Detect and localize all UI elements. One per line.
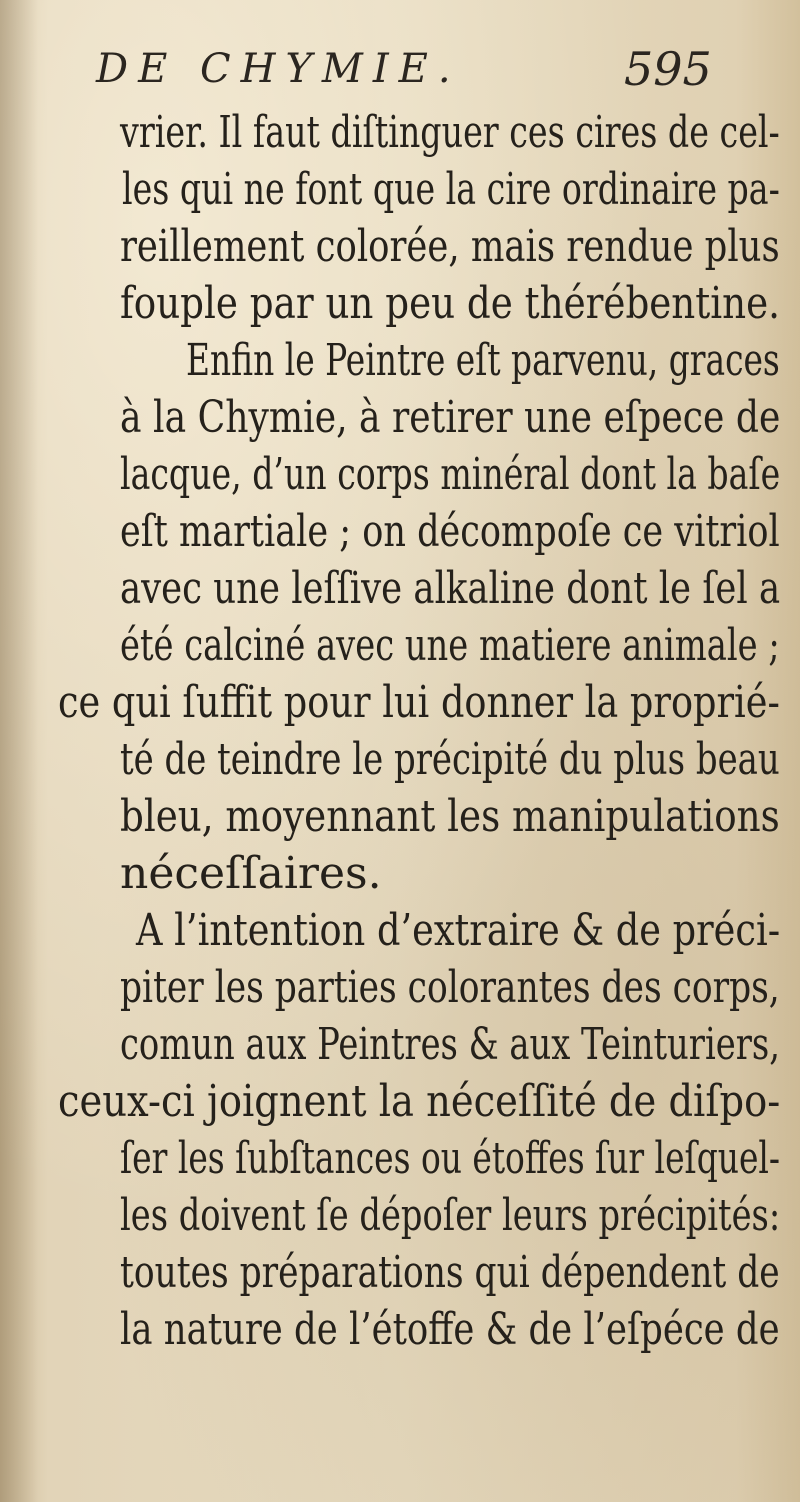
running-head: DE CHYMIE.: [96, 46, 461, 92]
text-line-20: les doivent ſe dépoſer leurs précipités:: [120, 1190, 781, 1241]
page-header: [0, 40, 800, 104]
text-line-2: les qui ne font que la cire ordinaire pa-: [122, 164, 780, 215]
text-line-3: reillement colorée, mais rendue plus: [120, 221, 780, 272]
text-line-16: piter les parties colorantes des corps,: [120, 962, 780, 1013]
text-line-21: toutes préparations qui dépendent de: [120, 1247, 780, 1298]
text-line-4: fouple par un peu de thérébentine.: [120, 278, 781, 329]
text-line-18: ceux-ci joignent la néceſſité de diſpo-: [58, 1076, 781, 1127]
text-line-22: la nature de l’étoffe & de l’eſpéce de: [120, 1304, 780, 1355]
text-line-12: té de teindre le précipité du plus beau: [120, 734, 780, 785]
text-line-15: A l’intention d’extraire & de préci-: [136, 905, 781, 956]
text-line-9: avec une leſſive alkaline dont le ſel a: [120, 563, 781, 614]
text-line-5: Enfin le Peintre eſt parvenu, graces: [186, 335, 780, 386]
text-line-8: eſt martiale ; on décompoſe ce vitriol: [120, 506, 780, 557]
text-line-13: bleu, moyennant les manipulations: [120, 791, 780, 842]
text-line-1: vrier. Il faut diſtinguer ces cires de cel-: [120, 107, 780, 158]
text-line-11: ce qui ſuffit pour lui donner la proprié-: [58, 677, 780, 728]
text-line-14: néceſſaires.: [120, 848, 382, 899]
page-number: 595: [624, 42, 712, 96]
text-line-10: été calciné avec une matiere animale ;: [120, 620, 780, 671]
text-line-6: à la Chymie, à retirer une eſpece de: [120, 392, 781, 443]
text-line-7: lacque, d’un corps minéral dont la baſe: [120, 449, 781, 500]
text-line-17: comun aux Peintres & aux Teinturiers,: [120, 1019, 780, 1070]
text-line-19: ſer les ſubſtances ou étoffes ſur leſquel-: [120, 1133, 781, 1184]
